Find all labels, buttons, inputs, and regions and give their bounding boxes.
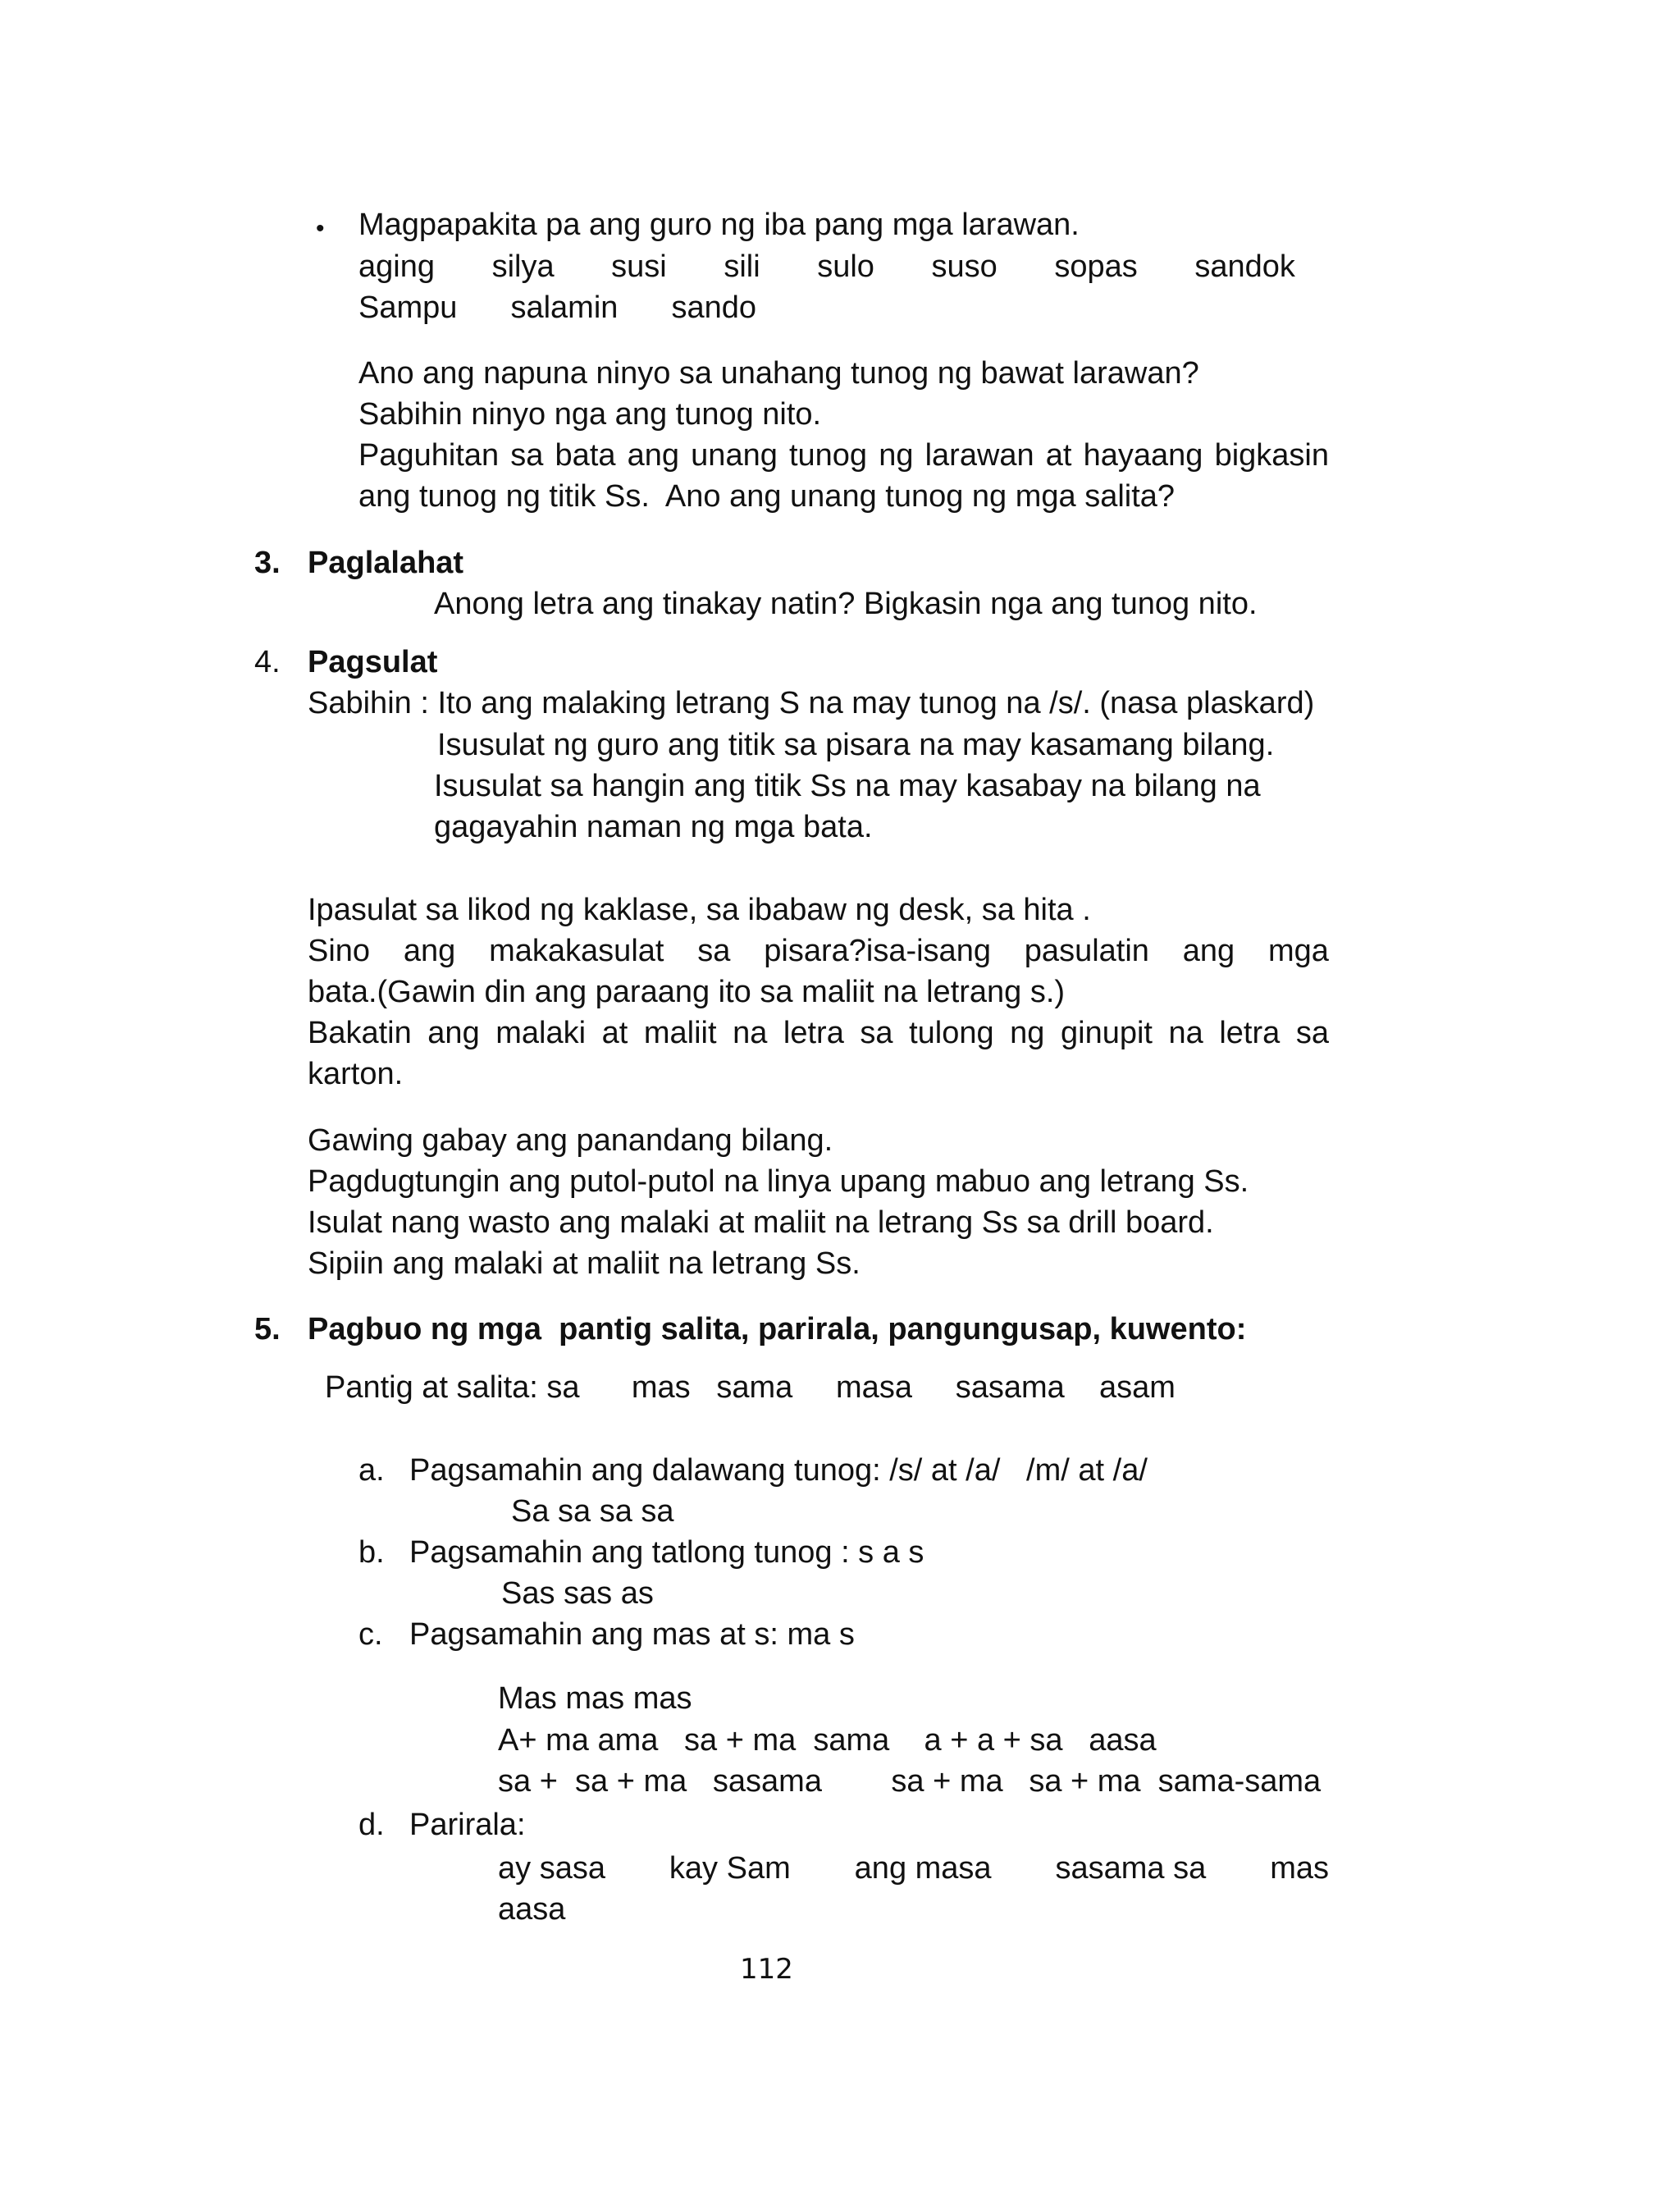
word: Sino	[308, 934, 371, 968]
paragraph-line: bata.(Gawin din ang paraang ito sa maliit na letrang s.)	[308, 975, 1066, 1009]
word: tulong	[909, 1016, 994, 1050]
word: na	[733, 1016, 768, 1050]
word-row-2	[358, 287, 756, 328]
item-sub: A+ ma ama sa + ma sama a + a + sa aasa	[498, 1723, 1157, 1758]
item-sub: Sas sas as	[501, 1576, 654, 1611]
instruction-line: Sabihin : Ito ang malaking letrang S na may tunog na /s/. (nasa plaskard)	[308, 686, 1315, 720]
word: tunog	[788, 438, 868, 473]
word: pasulatin	[1024, 934, 1149, 968]
word: mas	[1270, 1851, 1329, 1886]
section-number: 5.	[254, 1312, 281, 1346]
item-sub: Mas mas mas	[498, 1681, 692, 1716]
section-title: Paglalahat	[308, 546, 464, 580]
word: Sampu	[358, 290, 458, 325]
word: ang	[1182, 934, 1235, 968]
word: at	[601, 1016, 628, 1050]
item-label: a.	[358, 1453, 385, 1488]
word: bigkasin	[1214, 438, 1329, 473]
item-label: b.	[358, 1535, 385, 1570]
paragraph-line: Isulat nang wasto ang malaki at maliit na letrang Ss sa drill board.	[308, 1205, 1214, 1240]
instruction-line: Isusulat sa hangin ang titik Ss na may kasabay na bilang na	[434, 769, 1261, 803]
bullet-intro: Magpapakita pa ang guro ng iba pang mga larawan.	[358, 208, 1080, 242]
word: Paguhitan	[358, 438, 500, 473]
parirala-line	[498, 1848, 1329, 1889]
word: aging	[358, 249, 435, 284]
word: maliit	[643, 1016, 717, 1050]
word: susi	[611, 249, 667, 284]
section-title: Pagsulat	[308, 645, 438, 679]
bullet-icon: •	[316, 215, 325, 242]
paragraph-line	[308, 1013, 1329, 1054]
paragraph-line: ang tunog ng titik Ss. Ano ang unang tunog ng mga salita?	[358, 479, 1176, 514]
word: sa	[510, 438, 544, 473]
word: malaki	[495, 1016, 587, 1050]
section-line: Anong letra ang tinakay natin? Bigkasin nga ang tunog nito.	[434, 587, 1258, 621]
section-title: Pagbuo ng mga pantig salita, parirala, pangungusap, kuwento:	[308, 1312, 1247, 1346]
word: bata	[555, 438, 616, 473]
word: salamin	[510, 290, 619, 325]
word: silya	[491, 249, 555, 284]
word: letra	[783, 1016, 844, 1050]
paragraph-line	[358, 435, 1329, 476]
pantig-line: Pantig at salita: sa mas sama masa sasama asam	[325, 1370, 1176, 1405]
word: ang masa	[854, 1851, 992, 1886]
item-text: Pagsamahin ang mas at s: ma s	[409, 1617, 855, 1652]
word: sulo	[817, 249, 874, 284]
item-text: Pagsamahin ang dalawang tunog: /s/ at /a/ /m/ at /a/	[409, 1453, 1148, 1488]
item-label: d.	[358, 1808, 385, 1842]
instruction-line: Isusulat ng guro ang titik sa pisara na may kasamang bilang.	[437, 728, 1275, 762]
word: ang	[403, 934, 456, 968]
item-text: Parirala:	[409, 1808, 526, 1842]
item-sub: sa + sa + ma sasama sa + ma sa + ma sama-sama	[498, 1764, 1322, 1799]
word: sili	[724, 249, 760, 284]
word: hayaang	[1083, 438, 1203, 473]
page-number: 112	[740, 1953, 793, 1986]
word: suso	[931, 249, 998, 284]
section-number: 4.	[254, 645, 281, 679]
word: letra	[1219, 1016, 1281, 1050]
word: pisara?isa-isang	[764, 934, 991, 968]
paragraph-line: Pagdugtungin ang putol-putol na linya upang mabuo ang letrang Ss.	[308, 1164, 1249, 1199]
word: ang	[427, 1016, 480, 1050]
word: ginupit	[1061, 1016, 1153, 1050]
word: sandok	[1194, 249, 1295, 284]
question-2: Sabihin ninyo nga ang tunog nito.	[358, 397, 822, 432]
word: sando	[671, 290, 756, 325]
item-label: c.	[358, 1617, 383, 1652]
word: makakasulat	[489, 934, 664, 968]
question-1: Ano ang napuna ninyo sa unahang tunog ng bawat larawan?	[358, 356, 1199, 391]
parirala-line: aasa	[498, 1892, 566, 1927]
word: ng	[1010, 1016, 1045, 1050]
word: mga	[1267, 934, 1329, 968]
word: na	[1168, 1016, 1203, 1050]
word: ng	[879, 438, 914, 473]
item-sub: Sa sa sa sa	[511, 1494, 674, 1529]
instruction-line: gagayahin naman ng mga bata.	[434, 810, 873, 844]
paragraph-line: Sipiin ang malaki at maliit na letrang Ss.	[308, 1246, 861, 1281]
word: sopas	[1054, 249, 1138, 284]
section-number: 3.	[254, 546, 281, 580]
word: sa	[697, 934, 731, 968]
item-text: Pagsamahin ang tatlong tunog : s a s	[409, 1535, 924, 1570]
word: kay Sam	[669, 1851, 791, 1886]
paragraph-line: Ipasulat sa likod ng kaklase, sa ibabaw ng desk, sa hita .	[308, 893, 1091, 927]
word: at	[1045, 438, 1072, 473]
word: unang	[691, 438, 778, 473]
word-row-1	[358, 246, 1295, 287]
paragraph-line: karton.	[308, 1057, 404, 1091]
word: ay sasa	[498, 1851, 605, 1886]
word: larawan	[924, 438, 1034, 473]
word: ang	[627, 438, 680, 473]
word: sa	[860, 1016, 893, 1050]
word: sasama sa	[1055, 1851, 1207, 1886]
word: sa	[1295, 1016, 1329, 1050]
paragraph-line: Gawing gabay ang panandang bilang.	[308, 1123, 833, 1158]
paragraph-line	[308, 930, 1329, 972]
word: Bakatin	[308, 1016, 412, 1050]
